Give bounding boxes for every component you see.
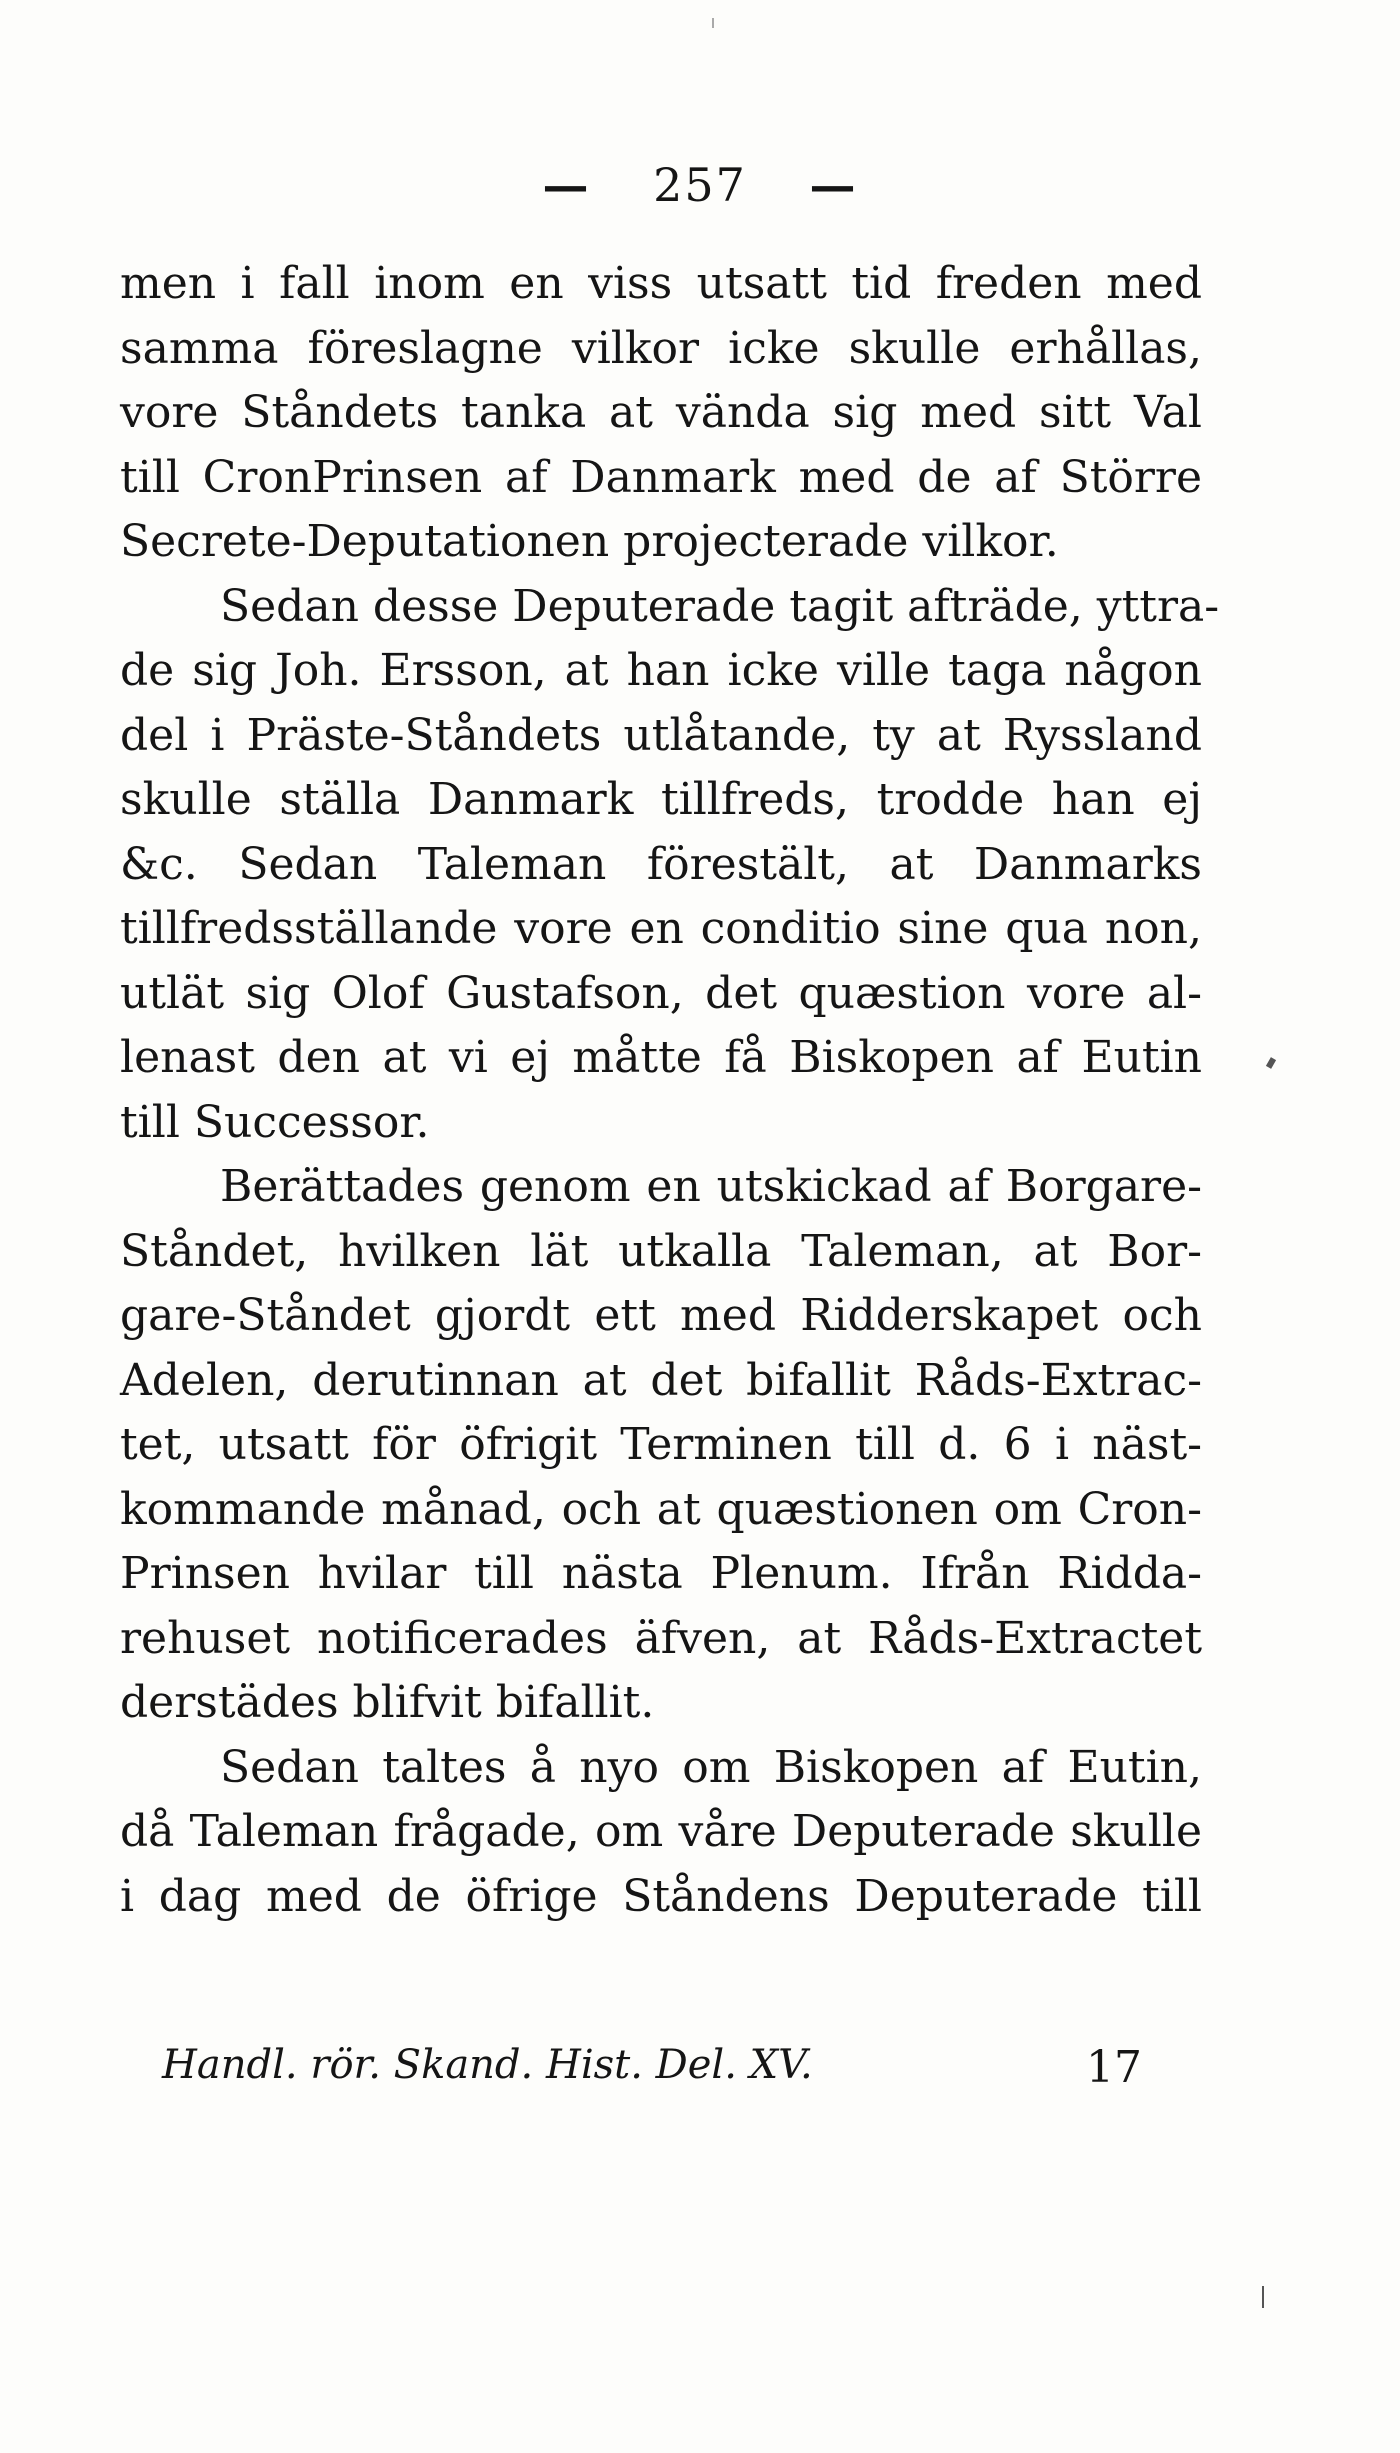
page-number: 257 (653, 158, 747, 212)
text-line: rehuset notificerades äfven, at Råds-Extractet (120, 1612, 1202, 1664)
text-line: då Taleman frågade, om våre Deputerade skulle (120, 1806, 1202, 1857)
text-line: derstädes blifvit bifallit. (120, 1677, 655, 1728)
text-line: i dag med de öfrige Ståndens Deputerade till (120, 1870, 1202, 1922)
ink-speck (1266, 1057, 1276, 1069)
text-line: samma föreslagne vilkor icke skulle erhållas, (120, 322, 1202, 374)
text-line: Ståndet, hvilken lät utkalla Taleman, at Bor- (120, 1225, 1202, 1277)
text-line: till CronPrinsen af Danmark med de af Större (120, 451, 1202, 503)
text-line: tillfredsställande vore en conditio sine qua non, (120, 903, 1202, 954)
text-line: Adelen, derutinnan at det bifallit Råds-Extrac- (120, 1354, 1202, 1406)
text-line: del i Präste-Ståndets utlåtande, ty at Ryssland (120, 709, 1202, 761)
running-header (0, 158, 1400, 212)
text-line: gare-Ståndet gjordt ett med Ridderskapet och (120, 1290, 1202, 1341)
signature-mark: Handl. rör. Skand. Hist. Del. XV. (162, 2042, 813, 2088)
header-dash-left: — (542, 158, 591, 212)
ink-speck (712, 18, 714, 28)
text-line: men i fall inom en viss utsatt tid freden med (120, 258, 1202, 309)
text-line: vore Ståndets tanka at vända sig med sitt Val (120, 387, 1202, 438)
ink-speck (1262, 2286, 1264, 2308)
text-line: Secrete-Deputationen projecterade vilkor. (120, 516, 1059, 567)
text-line: &c. Sedan Taleman förestält, at Danmarks (120, 838, 1202, 890)
text-line: till Successor. (120, 1096, 430, 1148)
text-line: tet, utsatt för öfrigit Terminen till d. 6 i näst- (120, 1419, 1202, 1470)
text-line: lenast den at vi ej måtte få Biskopen af Eutin (120, 1032, 1202, 1083)
header-dash-right: — (809, 158, 858, 212)
text-line: de sig Joh. Ersson, at han icke ville taga någon (120, 645, 1202, 696)
paragraph-start-line: Sedan taltes å nyo om Biskopen af Eutin, (220, 1741, 1202, 1793)
text-line: skulle ställa Danmark tillfreds, trodde han ej (120, 774, 1202, 825)
paragraph-start-line: Berättades genom en utskickad af Borgare- (220, 1161, 1202, 1212)
sheet-number: 17 (1086, 2042, 1142, 2093)
body-text (120, 252, 1220, 1929)
page-footer (162, 2042, 1142, 2102)
text-line: Prinsen hvilar till nästa Plenum. Ifrån Ridda- (120, 1548, 1202, 1599)
paragraph-start-line: Sedan desse Deputerade tagit afträde, yttra- (220, 580, 1220, 632)
text-line: kommande månad, och at quæstionen om Cron- (120, 1483, 1202, 1535)
text-line: utlät sig Olof Gustafson, det quæstion vore al- (120, 967, 1202, 1019)
